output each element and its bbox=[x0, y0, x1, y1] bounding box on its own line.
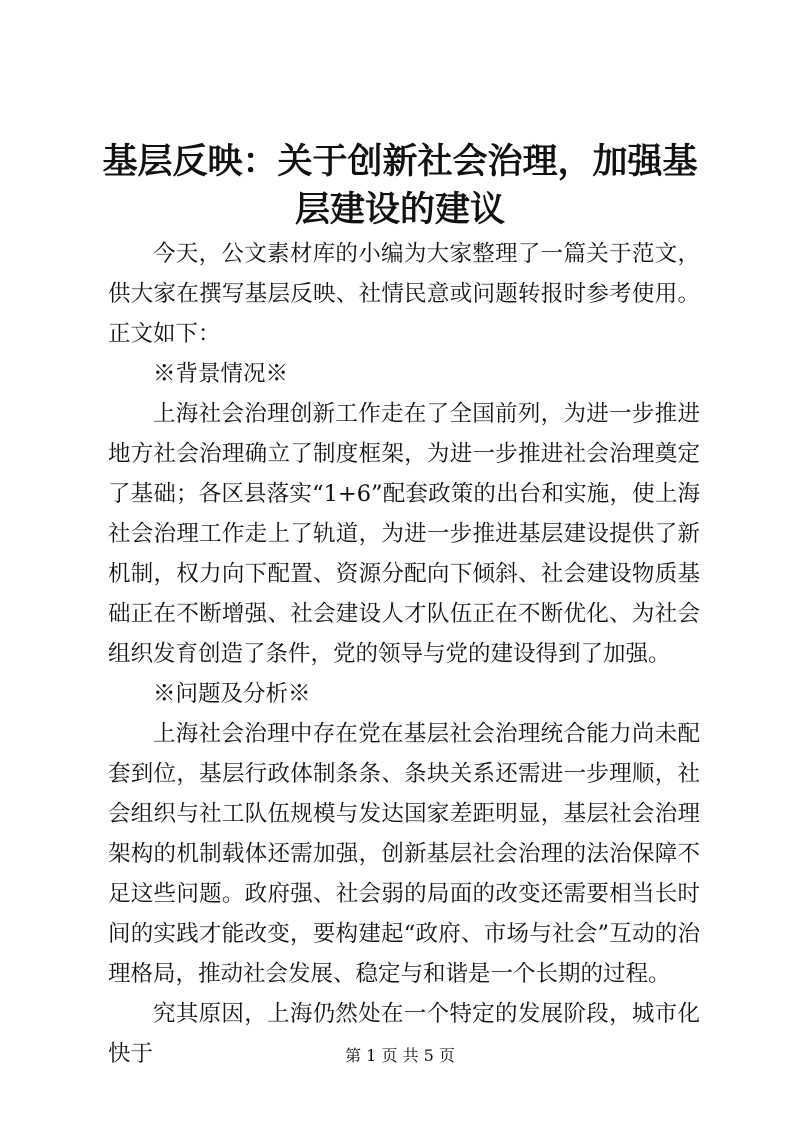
document-title: 基层反映：关于创新社会治理，加强基层建设的建议 bbox=[102, 141, 698, 230]
section-heading-background: ※背景情况※ bbox=[153, 361, 289, 387]
intro-paragraph: 今天，公文素材库的小编为大家整理了一篇关于范文，供大家在撰写基层反映、社情民意或问题转报时参考使用。正文如下： bbox=[108, 241, 700, 347]
background-paragraph: 上海社会治理创新工作走在了全国前列，为进一步推进地方社会治理确立了制度框架，为进一步推进社会治理奠定了基础；各区县落实“1+6”配套政策的出台和实施，使上海社会治理工作走上了轨道，为进一步推进基层建设提供了新机制，权力向下配置、资源分配向下倾斜、社会建设物质基础正在不断增强、社会建设人才队伍正在不断优化、为社会组织发育创造了条件，党的领导与党的建设得到了加强。 bbox=[108, 401, 700, 667]
page-footer: 第 1 页 共 5 页 bbox=[345, 1046, 455, 1065]
document-body bbox=[108, 234, 700, 1074]
section-heading-problems: ※问题及分析※ bbox=[153, 681, 311, 707]
causes-paragraph: 究其原因，上海仍然处在一个特定的发展阶段，城市化快于 bbox=[108, 1001, 700, 1067]
problems-paragraph: 上海社会治理中存在党在基层社会治理统合能力尚未配套到位，基层行政体制条条、条块关系还需进一步理顺，社会组织与社工队伍规模与发达国家差距明显，基层社会治理架构的机制载体还需加强，创新基层社会治理的法治保障不足这些问题。政府强、社会弱的局面的改变还需要相当长时间的实践才能改变，要构建起“政府、市场与社会”互动的治理格局，推动社会发展、稳定与和谐是一个长期的过程。 bbox=[108, 721, 700, 987]
